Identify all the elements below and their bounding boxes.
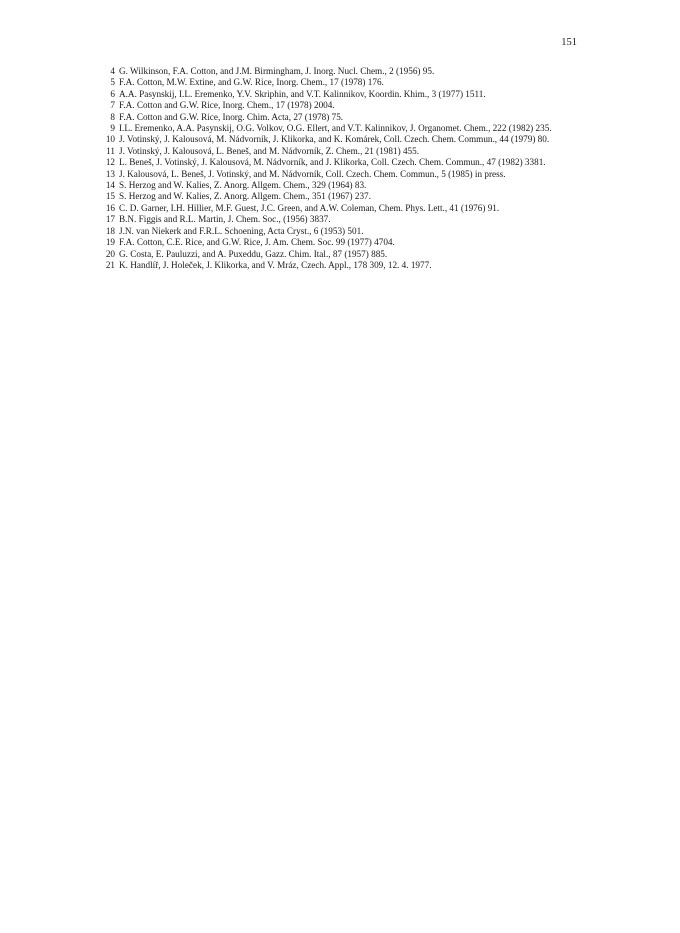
reference-item	[101, 66, 581, 77]
reference-text: G. Wilkinson, F.A. Cotton, and J.M. Birmingham, J. Inorg. Nucl. Chem., 2 (1956) 95.	[119, 66, 435, 76]
page-number: 151	[561, 37, 577, 48]
reference-item	[101, 249, 581, 260]
reference-number: 4	[110, 66, 115, 76]
reference-number: 15	[105, 191, 115, 202]
reference-text: F.A. Cotton and G.W. Rice, Inorg. Chim. Acta, 27 (1978) 75.	[119, 111, 344, 122]
reference-text: K. Handlíř, J. Holeček, J. Klikorka, and V. Mráz, Czech. Appl., 178 309, 12. 4. 1977.	[119, 259, 432, 270]
reference-number: 18	[105, 225, 115, 236]
reference-item	[101, 112, 581, 123]
reference-number: 17	[105, 214, 115, 225]
reference-number: 9	[110, 123, 115, 134]
reference-item	[101, 77, 581, 88]
reference-item	[101, 214, 581, 225]
reference-text: G. Costa, E. Pauluzzi, and A. Puxeddu, Gazz. Chim. Ital., 87 (1957) 885.	[119, 248, 388, 259]
reference-item	[101, 134, 581, 145]
reference-number: 6	[110, 88, 115, 99]
reference-text: C. D. Garner, I.H. Hillier, M.F. Guest, J.C. Green, and A.W. Coleman, Chem. Phys. Lett., 41 (1976) 91.	[119, 202, 500, 213]
reference-item	[101, 89, 581, 100]
reference-number: 8	[110, 111, 115, 122]
reference-number: 19	[105, 237, 115, 248]
reference-list	[101, 66, 581, 271]
reference-text: B.N. Figgis and R.L. Martin, J. Chem. Soc., (1956) 3837.	[119, 214, 331, 225]
reference-text: I.L. Eremenko, A.A. Pasynskij, O.G. Volkov, O.G. Ellert, and V.T. Kalinnikov, J. Organomet. Chem., 222 (1982) 235.	[119, 123, 552, 134]
reference-text: A.A. Pasynskij, I.L. Eremenko, Y.V. Skriphin, and V.T. Kalinnikov, Koordin. Khim., 3 (1977) 1511.	[119, 88, 486, 99]
reference-item	[101, 146, 581, 157]
reference-text: J.N. van Niekerk and F.R.L. Schoening, Acta Cryst., 6 (1953) 501.	[119, 225, 364, 236]
reference-item	[101, 260, 581, 271]
reference-item	[101, 203, 581, 214]
reference-number: 7	[110, 100, 115, 111]
reference-item	[101, 180, 581, 191]
reference-number: 14	[105, 180, 115, 191]
reference-text: S. Herzog and W. Kalies, Z. Anorg. Allgem. Chem., 329 (1964) 83.	[119, 180, 367, 191]
reference-text: F.A. Cotton, M.W. Extine, and G.W. Rice, Inorg. Chem., 17 (1978) 176.	[119, 77, 384, 88]
reference-item	[101, 237, 581, 248]
reference-text: S. Herzog and W. Kalies, Z. Anorg. Allgem. Chem., 351 (1967) 237.	[119, 191, 371, 202]
reference-item	[101, 157, 581, 168]
reference-text: L. Beneš, J. Votinský, J. Kalousová, M. Nádvorník, and J. Klikorka, Coll. Czech. Chem. Commun., 47 (1982) 3381.	[119, 157, 546, 168]
reference-text: J. Votinský, J. Kalousová, L. Beneš, and M. Nádvorník, Z. Chem., 21 (1981) 455.	[119, 145, 420, 156]
reference-text: F.A. Cotton and G.W. Rice, Inorg. Chem., 17 (1978) 2004.	[119, 100, 335, 111]
reference-item	[101, 226, 581, 237]
reference-number: 5	[110, 77, 115, 88]
reference-number: 20	[105, 248, 115, 259]
reference-item	[101, 191, 581, 202]
reference-item	[101, 123, 581, 134]
reference-number: 10	[105, 134, 115, 145]
reference-item	[101, 100, 581, 111]
reference-number: 12	[105, 157, 115, 168]
reference-number: 11	[106, 145, 115, 156]
reference-text: J. Kalousová, L. Beneš, J. Votinský, and M. Nádvorník, Coll. Czech. Chem. Commun., 5 (1985) in press.	[119, 168, 506, 179]
reference-item	[101, 169, 581, 180]
reference-text: F.A. Cotton, C.E. Rice, and G.W. Rice, J. Am. Chem. Soc. 99 (1977) 4704.	[119, 237, 395, 248]
reference-text: J. Votinský, J. Kalousová, M. Nádvorník, J. Klikorka, and K. Komárek, Coll. Czech. Chem. Commun., 44 (1979) 80.	[119, 134, 550, 145]
reference-number: 13	[105, 168, 115, 179]
reference-number: 16	[105, 202, 115, 213]
reference-number: 21	[105, 259, 115, 270]
